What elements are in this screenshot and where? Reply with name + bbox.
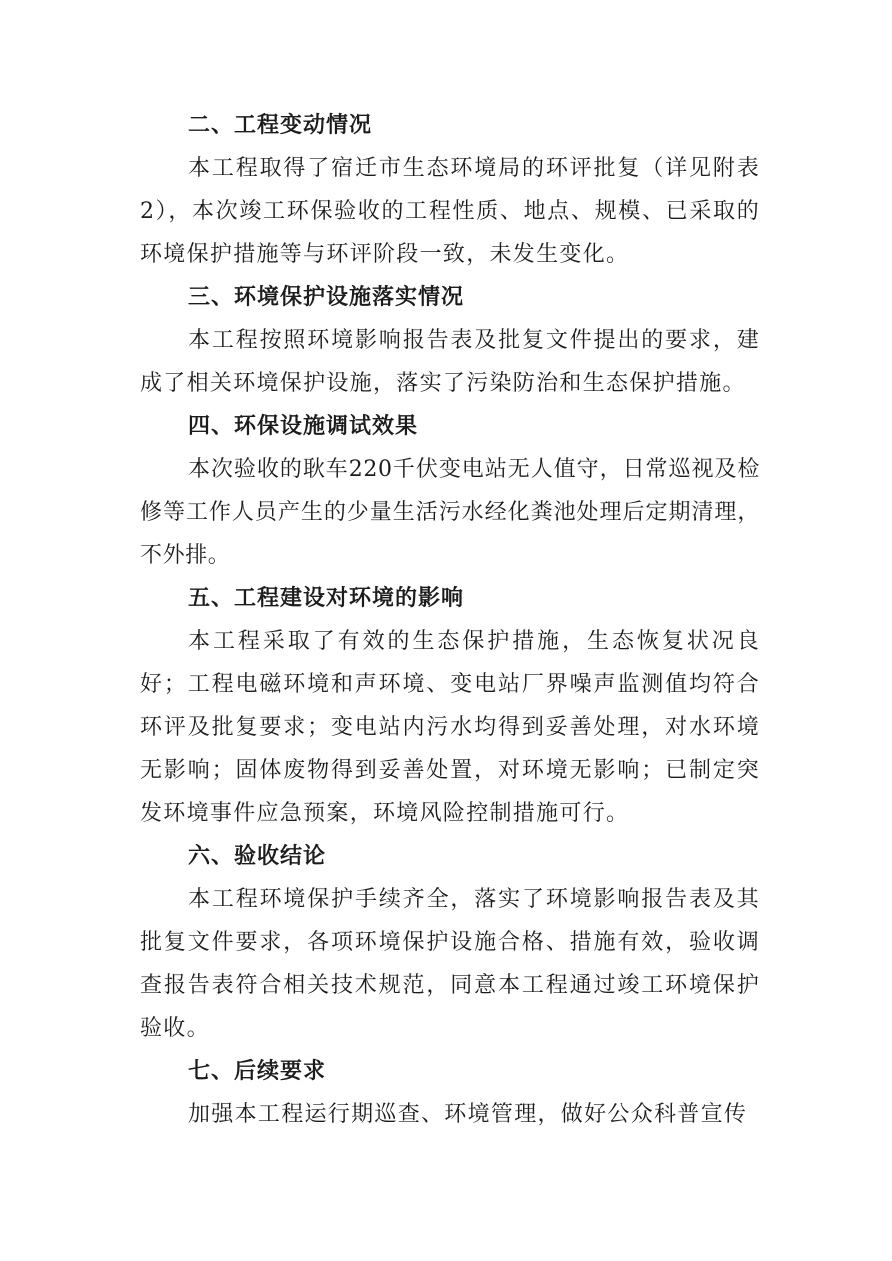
section-body-conclusion: 本工程环境保护手续齐全，落实了环境影响报告表及其批复文件要求，各项环境保护设施合格、措施有效，验收调查报告表符合相关技术规范，同意本工程通过竣工环境保护验收。	[140, 887, 760, 1041]
section-heading-env-facilities: 三、环境保护设施落实情况	[188, 285, 465, 310]
section-heading-follow-up: 七、后续要求	[188, 1059, 327, 1084]
section-body-facility-testing: 本次验收的耿车220千伏变电站无人值守，日常巡视及检修等工作人员产生的少量生活污水经化粪池处理后定期清理，不外排。	[140, 457, 760, 568]
section-heading-conclusion: 六、验收结论	[188, 844, 327, 869]
section-body-project-changes: 本工程取得了宿迁市生态环境局的环评批复（详见附表2），本次竣工环保验收的工程性质、地点、规模、已采取的环境保护措施等与环评阶段一致，未发生变化。	[140, 156, 760, 267]
section-heading-env-impact: 五、工程建设对环境的影响	[188, 586, 465, 611]
section-heading-project-changes: 二、工程变动情况	[188, 113, 373, 138]
section-body-follow-up: 加强本工程运行期巡查、环境管理，做好公众科普宣传	[188, 1102, 748, 1127]
section-body-env-impact: 本工程采取了有效的生态保护措施，生态恢复状况良好；工程电磁环境和声环境、变电站厂界噪声监测值均符合环评及批复要求；变电站内污水均得到妥善处理，对水环境无影响；固体废物得到妥善处置，对环境无影响；已制定突发环境事件应急预案，环境风险控制措施可行。	[140, 629, 760, 826]
section-heading-facility-testing: 四、环保设施调试效果	[188, 414, 419, 439]
document-body	[140, 104, 760, 1136]
section-body-env-facilities: 本工程按照环境影响报告表及批复文件提出的要求，建成了相关环境保护设施，落实了污染防治和生态保护措施。	[140, 328, 760, 396]
